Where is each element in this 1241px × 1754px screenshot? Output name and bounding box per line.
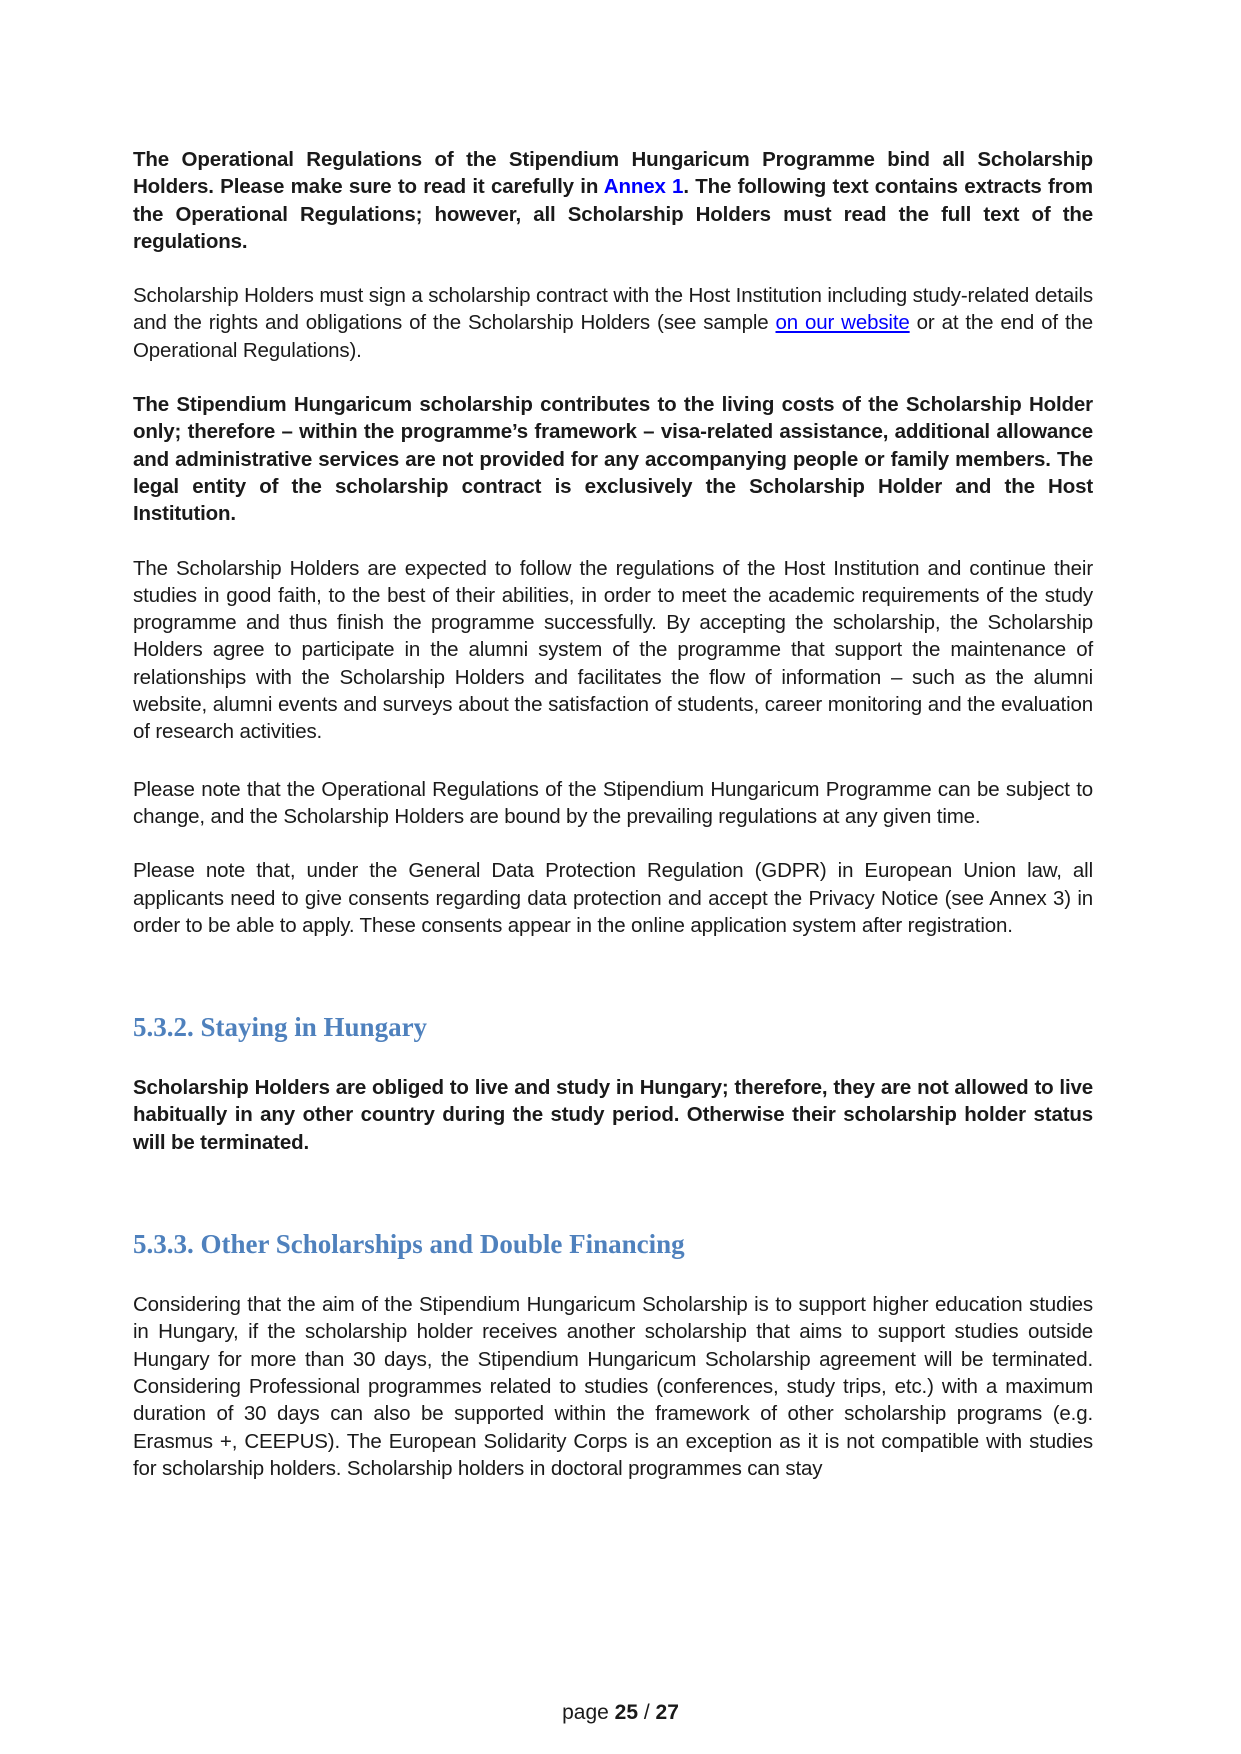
annex-1-link[interactable]: Annex 1 xyxy=(603,175,684,199)
paragraph-gdpr-notice: Please note that, under the General Data Protection Regulation (GDPR) in European Union law, all applicants need to give consents regarding data protection and accept the Privacy Notice (see Annex 3) in order to be able to apply. These consents appear in the online application system after registration. xyxy=(133,859,1093,937)
paragraph-living-costs: The Stipendium Hungaricum scholarship contributes to the living costs of the Scholarship Holder only; therefore – within the programme’s framework – visa-related assistance, additional allowance and administrative services are not provided for any accompanying people or family members. The legal entity of the scholarship contract is exclusively the Scholarship Holder and the Host Institution. xyxy=(133,393,1093,526)
paragraph-operational-regulations xyxy=(133,146,1093,255)
heading-staying-in-hungary: 5.3.2. Staying in Hungary xyxy=(133,1012,428,1043)
footer-page-label: page xyxy=(562,1701,609,1724)
paragraph-double-financing: Considering that the aim of the Stipendium Hungaricum Scholarship is to support higher education studies in Hungary, if the scholarship holder receives another scholarship that aims to support studies outside Hungary for more than 30 days, the Stipendium Hungaricum Scholarship agreement will be terminated. Considering Professional programmes related to studies (conferences, study trips, etc.) with a maximum duration of 30 days can also be supported within the framework of other scholarship programs (e.g. Erasmus +, CEEPUS). The European Solidarity Corps is an exception as it is not compatible with studies for scholarship holders. Scholarship holders in doctoral programmes can stay xyxy=(133,1293,1093,1480)
paragraph-host-institution-regulations: The Scholarship Holders are expected to follow the regulations of the Host Institution and continue their studies in good faith, to the best of their abilities, in order to meet the academic requirements of the study programme and thus finish the programme successfully. By accepting the scholarship, the Scholarship Holders agree to participate in the alumni system of the programme that support the maintenance of relationships with the Scholarship Holders and facilitates the flow of information – such as the alumni website, alumni events and surveys about the satisfaction of students, career monitoring and the evaluation of research activities. xyxy=(133,556,1093,744)
paragraph-regulations-change-notice: Please note that the Operational Regulations of the Stipendium Hungaricum Programme can be subject to change, and the Scholarship Holders are bound by the prevailing regulations at any given time. xyxy=(133,777,1093,828)
footer-total-pages: 27 xyxy=(655,1701,679,1724)
page-body xyxy=(133,146,1093,1509)
footer-current-page: 25 xyxy=(614,1701,639,1724)
heading-other-scholarships: 5.3.3. Other Scholarships and Double Financing xyxy=(133,1229,685,1260)
paragraph-scholarship-contract xyxy=(133,282,1093,364)
paragraph-text: The Operational Regulations of the Stipendium Hungaricum Programme bind all Scholarship Holders. Please make sure to read it carefully in xyxy=(133,148,1093,199)
paragraph-text: Scholarship Holders must sign a scholarship contract with the Host Institution including study-related details and the rights and obligations of the Scholarship Holders (see sample xyxy=(133,284,1093,335)
on-our-website-link[interactable]: on our website xyxy=(775,311,910,335)
footer-separator: / xyxy=(643,1701,650,1724)
page-footer xyxy=(0,1699,1241,1726)
paragraph-text: . The following text contains extracts from the Operational Regulations; however, all Scholarship Holders must read the full text of the regulations. xyxy=(133,175,1093,253)
paragraph-stay-in-hungary-obligation: Scholarship Holders are obliged to live and study in Hungary; therefore, they are not allowed to live habitually in any other country during the study period. Otherwise their scholarship holder status will be terminated. xyxy=(133,1076,1093,1154)
paragraph-text: or at the end of the Operational Regulations). xyxy=(133,311,1093,362)
